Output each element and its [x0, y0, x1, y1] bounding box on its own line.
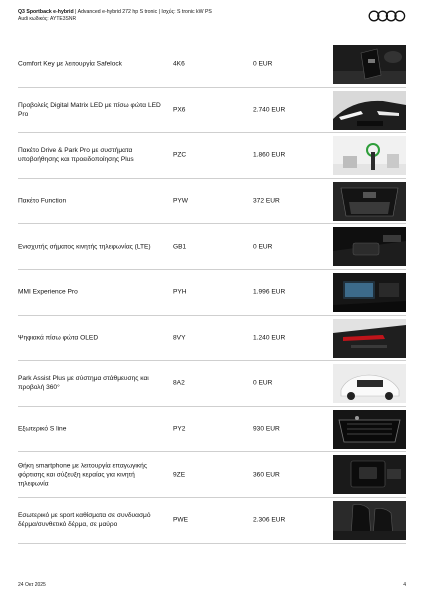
audi-code: Audi κωδικός: AYTE3SNR — [18, 15, 77, 22]
option-price: 2.740 EUR — [253, 106, 286, 114]
option-code: 8VY — [173, 334, 186, 342]
smartphone-image — [333, 455, 406, 494]
option-price: 0 EUR — [253, 243, 273, 251]
option-row — [18, 452, 406, 498]
option-thumbnail — [333, 319, 406, 358]
option-row — [18, 407, 406, 453]
option-code: 8A2 — [173, 379, 185, 387]
option-row — [18, 224, 406, 270]
option-description: Εξωτερικό S line — [18, 425, 67, 433]
model-name: Q3 Sportback e-hybrid — [18, 9, 74, 15]
option-code: PWE — [173, 516, 189, 524]
park-assist-image — [333, 364, 406, 403]
sport-seats-image — [333, 501, 406, 540]
option-thumbnail — [333, 364, 406, 403]
option-description: Πακέτο Drive & Park Pro με συστήματα υποβοήθησης και προειδοποίησης Plus — [18, 147, 134, 164]
option-row — [18, 316, 406, 362]
option-description: Ψηφιακά πίσω φώτα OLED — [18, 334, 99, 342]
option-row — [18, 361, 406, 407]
lte-image — [333, 227, 406, 266]
option-code: PZC — [173, 151, 187, 159]
option-description: Εσωτερικό με sport καθίσματα σε συνδυασμό δέρμα/συνθετικό δέρμα, σε μαύρο — [18, 512, 151, 529]
footer-date: 24 Oκτ 2025 — [18, 582, 46, 588]
option-price: 1.240 EUR — [253, 334, 286, 342]
matrix-led-image — [333, 91, 406, 130]
option-row — [18, 42, 406, 88]
option-code: 4K6 — [173, 60, 185, 68]
page-number: 4 — [403, 582, 406, 588]
mmi-image — [333, 273, 406, 312]
option-thumbnail — [333, 273, 406, 312]
option-row — [18, 270, 406, 316]
option-price: 0 EUR — [253, 60, 273, 68]
option-thumbnail — [333, 182, 406, 221]
s-line-image — [333, 410, 406, 449]
option-price: 0 EUR — [253, 379, 273, 387]
option-code: 9ZE — [173, 471, 186, 479]
option-code: PYH — [173, 288, 187, 296]
function-image — [333, 182, 406, 221]
drive-park-image — [333, 136, 406, 175]
option-price: 930 EUR — [253, 425, 280, 433]
option-row — [18, 133, 406, 179]
option-thumbnail — [333, 227, 406, 266]
page-footer — [18, 582, 406, 588]
option-code: PYW — [173, 197, 189, 205]
option-thumbnail — [333, 501, 406, 540]
document-header — [18, 9, 406, 31]
option-description: Comfort Key με λειτουργία Safelock — [18, 60, 122, 68]
option-thumbnail — [333, 45, 406, 84]
option-thumbnail — [333, 410, 406, 449]
option-row — [18, 498, 406, 544]
option-thumbnail — [333, 136, 406, 175]
oled-image — [333, 319, 406, 358]
comfort-key-image — [333, 45, 406, 84]
option-description: Πακέτο Function — [18, 197, 67, 205]
option-price: 372 EUR — [253, 197, 280, 205]
model-spec: | Advanced e-hybrid 272 hp S tronic | Ισχύς: S tronic kW PS — [73, 9, 212, 15]
option-price: 2.306 EUR — [253, 516, 286, 524]
option-description: Προβολείς Digital Matrix LED με πίσω φώτα LED Pro — [18, 101, 161, 118]
audi-logo-icon — [368, 10, 406, 22]
option-description: Θήκη smartphone με λειτουργία επαγωγικής φόρτισης και σύζευξη κεραίας για κινητή τηλεφωνία — [18, 462, 148, 488]
option-description: MMI Experience Pro — [18, 288, 78, 296]
options-table — [18, 42, 406, 544]
option-row — [18, 179, 406, 225]
option-price: 360 EUR — [253, 471, 280, 479]
option-thumbnail — [333, 91, 406, 130]
option-price: 1.860 EUR — [253, 151, 286, 159]
option-description: Ενισχυτής σήματος κινητής τηλεφωνίας (LTE) — [18, 243, 151, 251]
option-price: 1.996 EUR — [253, 288, 286, 296]
option-code: GB1 — [173, 243, 187, 251]
option-code: PY2 — [173, 425, 186, 433]
option-thumbnail — [333, 455, 406, 494]
option-description: Park Assist Plus με σύστημα στάθμευσης και προβολή 360° — [18, 375, 149, 392]
option-row — [18, 88, 406, 134]
option-code: PX6 — [173, 106, 186, 114]
